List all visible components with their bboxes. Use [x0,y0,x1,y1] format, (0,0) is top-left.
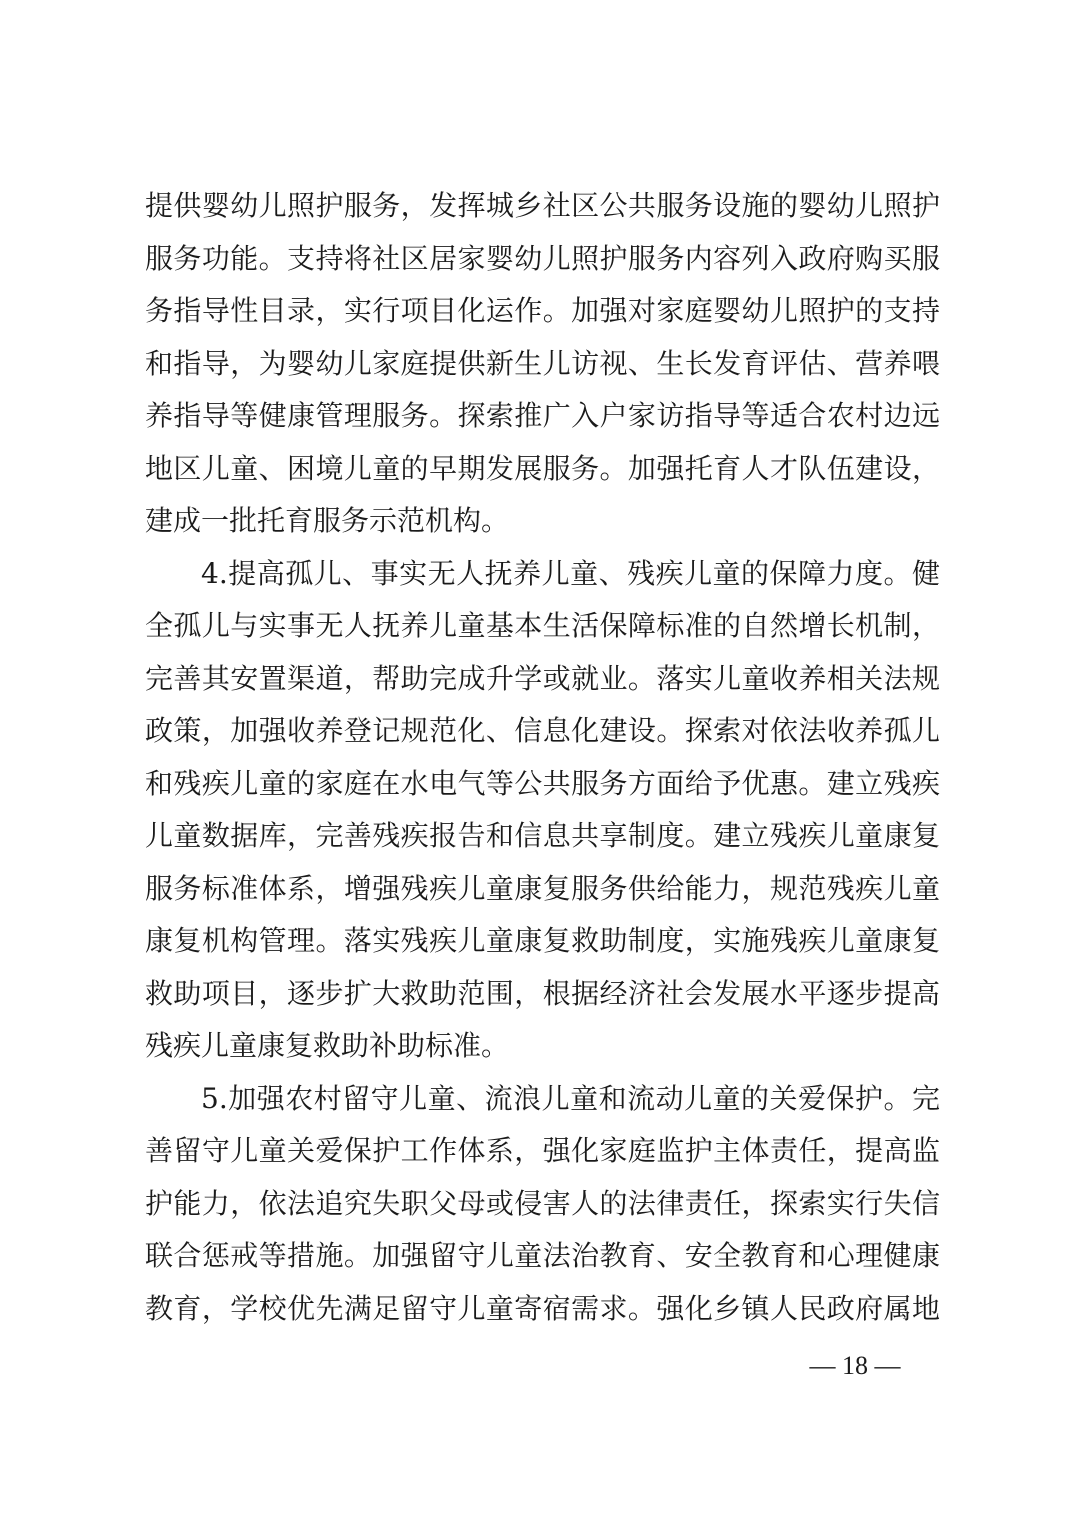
text-line: 康复机构管理。落实残疾儿童康复救助制度，实施残疾儿童康复 [145,924,940,957]
body-text [145,180,940,1335]
text-line: 建成一批托育服务示范机构。 [145,504,510,537]
text-line: 儿童数据库，完善残疾报告和信息共享制度。建立残疾儿童康复 [145,819,940,852]
text-line: 和残疾儿童的家庭在水电气等公共服务方面给予优惠。建立残疾 [145,766,940,800]
text-line: 教育，学校优先满足留守儿童寄宿需求。强化乡镇人民政府属地 [145,1291,940,1325]
section-heading-line: 5.加强农村留守儿童、流浪儿童和流动儿童的关爱保护。完 [201,1081,940,1115]
text-line: 养指导等健康管理服务。探索推广入户家访指导等适合农村边远 [145,399,940,432]
text-line: 联合惩戒等措施。加强留守儿童法治教育、安全教育和心理健康 [145,1239,940,1272]
text-line: 务指导性目录，实行项目化运作。加强对家庭婴幼儿照护的支持 [145,294,940,327]
text-line: 政策，加强收养登记规范化、信息化建设。探索对依法收养孤儿 [145,714,940,747]
text-line: 地区儿童、困境儿童的早期发展服务。加强托育人才队伍建设， [145,451,940,485]
text-line: 服务标准体系，增强残疾儿童康复服务供给能力，规范残疾儿童 [145,871,940,905]
text-line: 救助项目，逐步扩大救助范围，根据经济社会发展水平逐步提高 [145,976,940,1010]
page-number: — 18 — [809,1351,901,1380]
text-line: 提供婴幼儿照护服务，发挥城乡社区公共服务设施的婴幼儿照护 [145,189,940,222]
text-line: 善留守儿童关爱保护工作体系，强化家庭监护主体责任，提高监 [145,1134,940,1167]
text-line: 全孤儿与实事无人抚养儿童基本生活保障标准的自然增长机制， [145,609,940,642]
text-line: 和指导，为婴幼儿家庭提供新生儿访视、生长发育评估、营养喂 [145,346,940,380]
text-line: 完善其安置渠道，帮助完成升学或就业。落实儿童收养相关法规 [145,661,940,695]
text-line: 残疾儿童康复救助补助标准。 [145,1029,510,1062]
text-line: 服务功能。支持将社区居家婴幼儿照护服务内容列入政府购买服 [145,241,940,275]
text-line: 护能力，依法追究失职父母或侵害人的法律责任，探索实行失信 [145,1186,940,1220]
section-heading-line: 4.提高孤儿、事实无人抚养儿童、残疾儿童的保障力度。健 [201,556,940,590]
